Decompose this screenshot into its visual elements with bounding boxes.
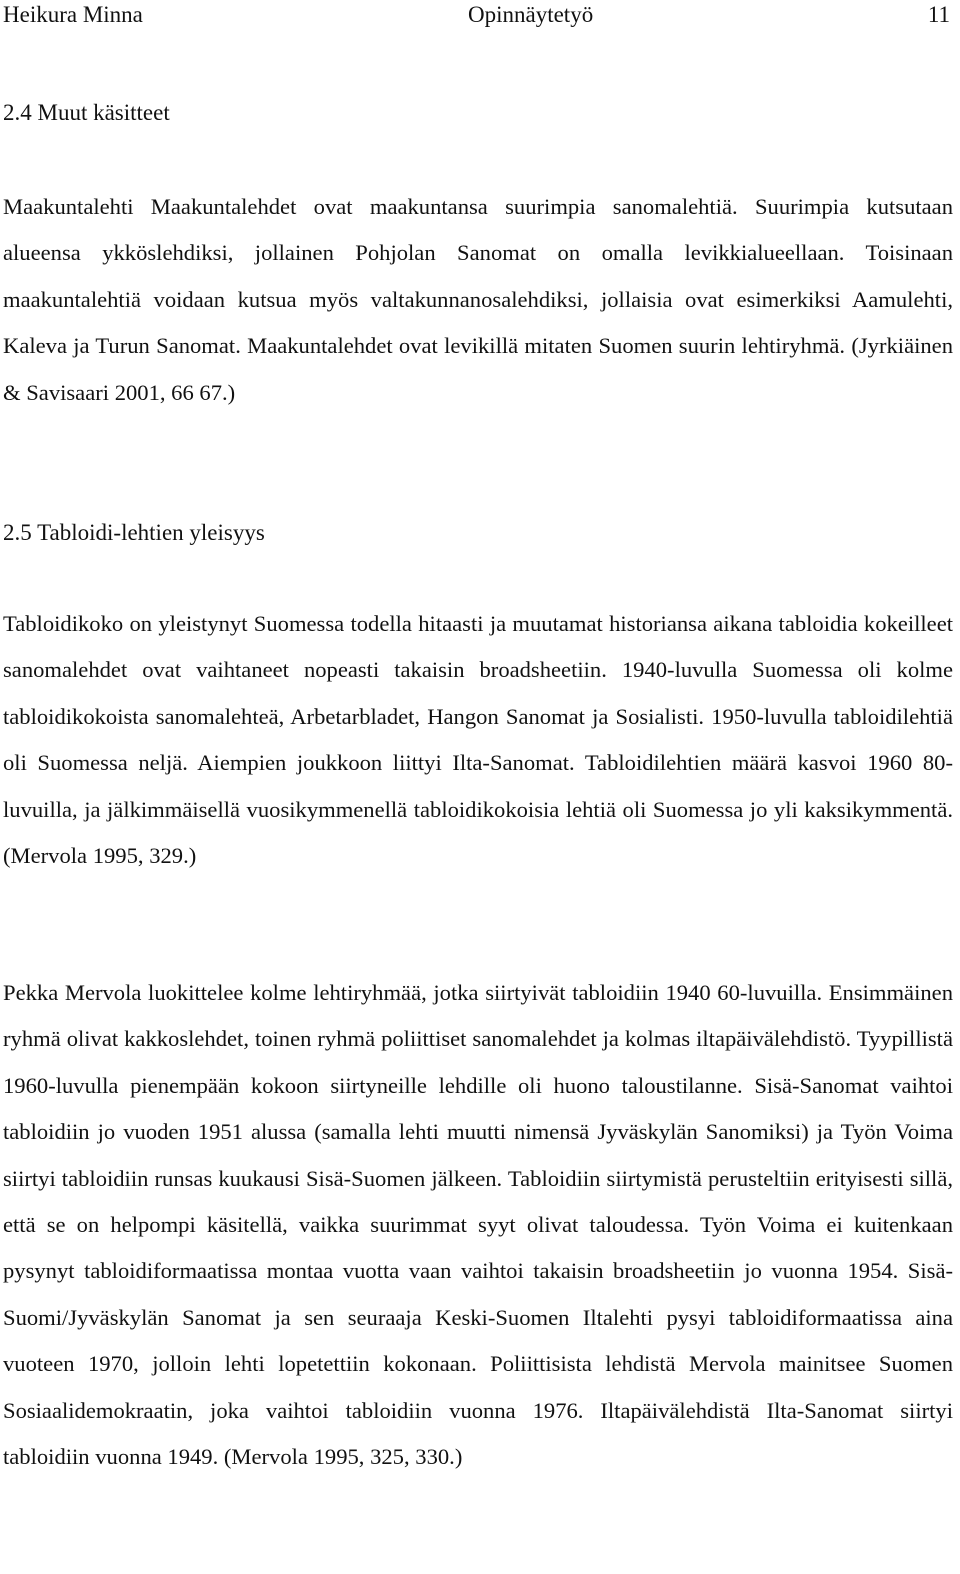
header-author: Heikura Minna [3, 2, 143, 27]
section-heading-2-5: 2.5 Tabloidi-lehtien yleisyys [3, 520, 265, 545]
paragraph-maakuntalehti: Maakuntalehti Maakuntalehdet ovat maakuntansa suurimpia sanomalehtiä. Suurimpia kutsutaan alueensa ykköslehdiksi, jollainen Pohjolan Sanomat on omalla levikkialueellaan. Toisinaan maakuntalehtiä voidaan kutsua myös valtakunnanosalehdiksi, jollaisia ovat esimerkiksi Aamulehti, Kaleva ja Turun Sanomat. Maakuntalehdet ovat levikillä mitaten Suomen suurin lehtiryhmä. (Jyrkiäinen & Savisaari 2001, 66 67.) [3, 194, 953, 405]
paragraph-mervola-groups: Pekka Mervola luokittelee kolme lehtiryhmää, jotka siirtyivät tabloidiin 1940 60-luvuilla. Ensimmäinen ryhmä olivat kakkoslehdet, toinen ryhmä poliittiset sanomalehdet ja kolmas iltapäivälehdistö. Tyypillistä 1960-luvulla pienempään kokoon siirtyneille lehdille oli huono taloustilanne. Sisä-Sanomat vaihtoi tabloidiin jo vuoden 1951 alussa (samalla lehti muutti nimensä Jyväskylän Sanomiksi) ja Työn Voima siirtyi tabloidiin runsas kuukausi Sisä-Suomen jälkeen. Tabloidiin siirtymistä perusteltiin erityisesti sillä, että se on helpompi käsitellä, vaikka suurimmat syyt olivat taloudessa. Työn Voima ei kuitenkaan pysynyt tabloidiformaatissa montaa vuotta vaan vaihtoi takaisin broadsheetiin jo vuonna 1954. Sisä-Suomi/Jyväskylän Sanomat ja sen seuraaja Keski-Suomen Iltalehti pysyi tabloidiformaatissa aina vuoteen 1970, jolloin lehti lopetettiin kokonaan. Poliittisista lehdistä Mervola mainitsee Suomen Sosiaalidemokraatin, joka vaihtoi tabloidiin vuonna 1976. Iltapäivälehdistä Ilta-Sanomat siirtyi tabloidiin vuonna 1949. (Mervola 1995, 325, 330.) [3, 980, 953, 1470]
header-document-type: Opinnäytetyö [468, 2, 594, 27]
paragraph-tabloid-history: Tabloidikoko on yleistynyt Suomessa todella hitaasti ja muutamat historiansa aikana tabloidia kokeilleet sanomalehdet ovat vaihtaneet nopeasti takaisin broadsheetiin. 1940-luvulla Suomessa oli kolme tabloidikokoista sanomalehteä, Arbetarbladet, Hangon Sanomat ja Sosialisti. 1950-luvulla tabloidilehtiä oli Suomessa neljä. Aiempien joukkoon liittyi Ilta-Sanomat. Tabloidilehtien määrä kasvoi 1960 80-luvuilla, ja jälkimmäisellä vuosikymmenellä tabloidikokoisia lehtiä oli Suomessa jo yli kaksikymmentä. (Mervola 1995, 329.) [3, 611, 953, 869]
section-heading-2-4: 2.4 Muut käsitteet [3, 100, 170, 125]
page-number: 11 [927, 2, 950, 27]
running-header [0, 0, 952, 30]
